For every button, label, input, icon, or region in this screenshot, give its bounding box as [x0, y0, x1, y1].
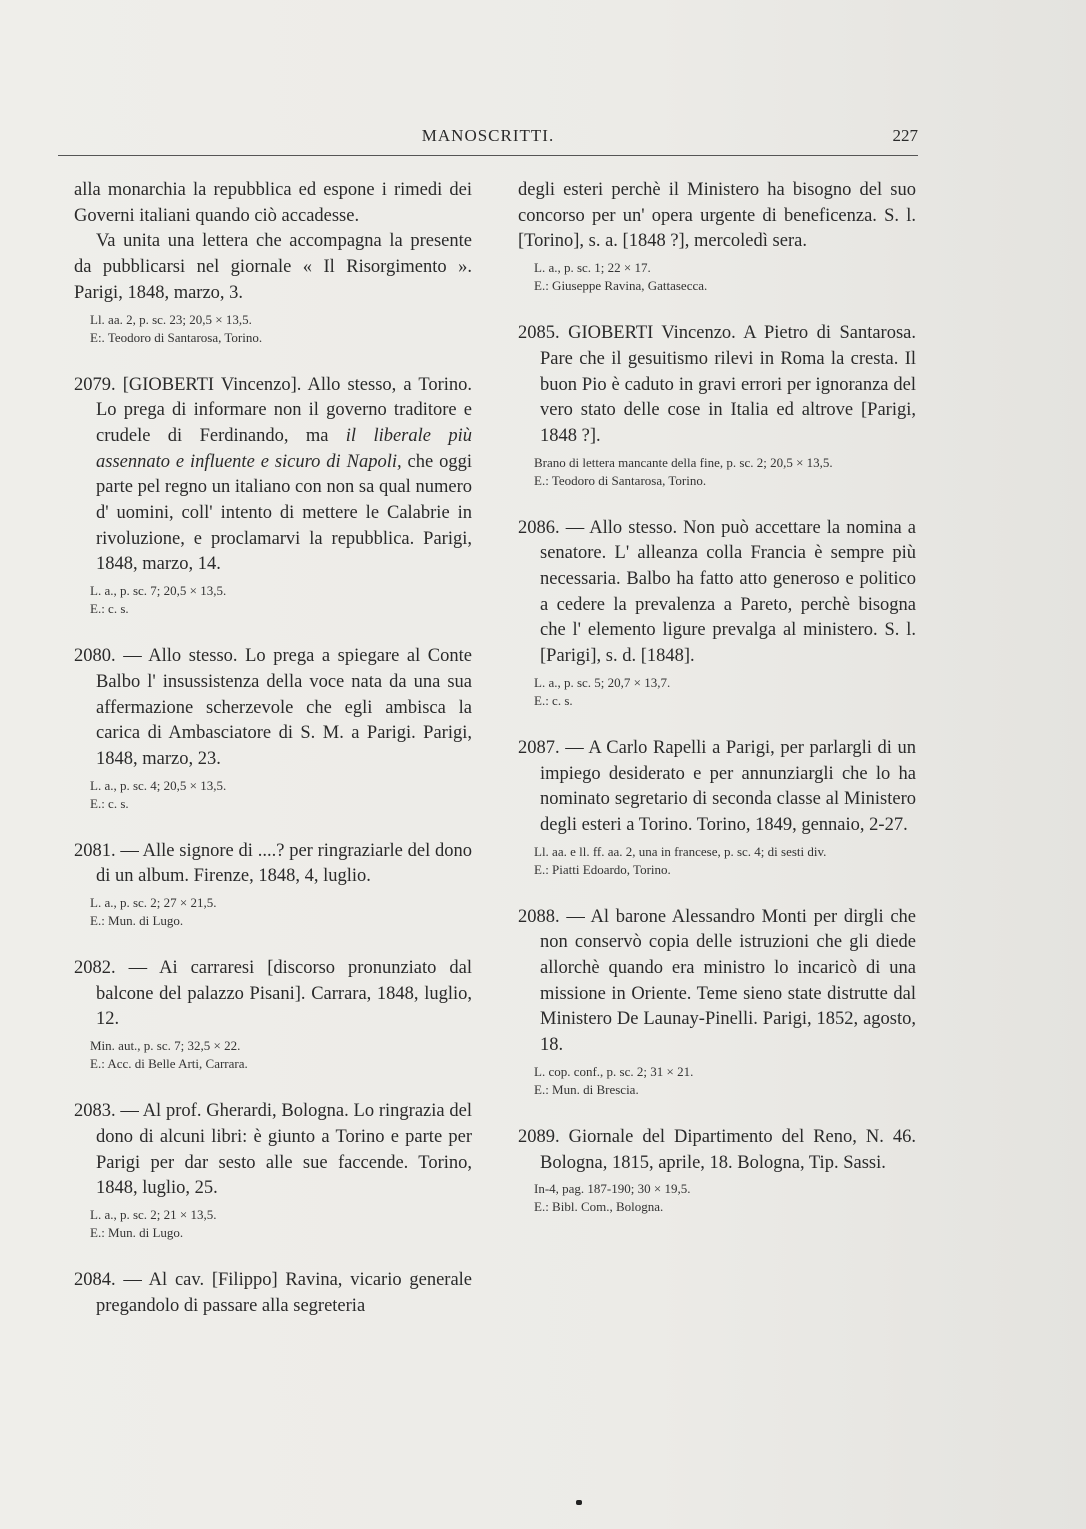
meta-line: L. a., p. sc. 1; 22 × 17.	[534, 260, 651, 276]
page-header	[58, 126, 918, 156]
entry-text: [GIOBERTI Vincenzo]. Allo stesso, a Torino. Lo prega di informare non il governo traditore e crudele di Ferdinando, ma	[96, 374, 472, 446]
right-column	[518, 178, 916, 1216]
entry-text: — Allo stesso. Lo prega a spiegare al Conte Balbo l' insussistenza della voce nata da una sua affermazione scherzevole che egli ambisca la carica di Ambasciatore di S. M. a Parigi. Parigi, 1848, marzo, 23.	[96, 646, 472, 769]
continuation-note: Va unita una lettera che accompagna la presente da pubblicarsi nel giornale « Il Risorgimento ». Parigi, 1848, marzo, 3.	[74, 231, 472, 303]
entry-number: 2087.	[518, 737, 560, 758]
entry-2089	[518, 1125, 916, 1216]
left-column	[74, 178, 472, 1319]
meta-line: E.: Piatti Edoardo, Torino.	[534, 861, 671, 877]
running-title: MANOSCRITTI.	[421, 126, 555, 145]
entry-number: 2080.	[74, 646, 116, 667]
entry-2084	[74, 1268, 472, 1319]
meta-line: E.: c. s.	[90, 601, 129, 617]
entry-2087	[518, 736, 916, 879]
header-rule	[58, 155, 918, 156]
continuation-text: degli esteri perchè il Ministero ha bisogno del suo concorso per un' opera urgente di beneficenza. S. l. [Torino], s. a. [1848 ?], mercoledì sera.	[518, 180, 916, 252]
entry-number: 2081.	[74, 840, 116, 861]
entry-2086	[518, 516, 916, 710]
continuation-text: alla monarchia la repubblica ed espone i rimedi dei Governi italiani quando ciò accadesse.	[74, 180, 472, 226]
entry-text: — Allo stesso. Non può accettare la nomina a senatore. L' alleanza colla Francia è sempre più necessaria. Balbo ha fatto atto generoso e politico a cedere la prevalenza a Pareto, perchè bisogna che l' elemento ligure prevalga al ministero. S. l. [Parigi], s. d. [1848].	[540, 517, 916, 667]
meta-line: Brano di lettera mancante della fine, p. sc. 2; 20,5 × 13,5.	[534, 454, 833, 470]
entry-number: 2088.	[518, 906, 560, 927]
meta-line: Ll. aa. 2, p. sc. 23; 20,5 × 13,5.	[90, 311, 252, 327]
entry-2081	[74, 839, 472, 930]
continuation-meta	[518, 259, 916, 295]
continuation-meta	[74, 311, 472, 347]
entry-text: — A Carlo Rapelli a Parigi, per parlargli di un impiego desiderato e per annunziargli che lo ha nominato segretario di seconda classe al Ministero degli esteri a Torino. Torino, 1849, gennaio, 2-27.	[540, 737, 917, 835]
entry-text: GIOBERTI Vincenzo. A Pietro di Santarosa. Pare che il gesuitismo rilevi in Roma la cresta. Il buon Pio è caduto in gravi errori per ignoranza del vero stato delle cose in Italia ed altrove [Parigi, 1848 ?].	[540, 323, 916, 446]
entry-number: 2083.	[74, 1101, 116, 1122]
entry-2080	[74, 644, 472, 813]
meta-line: E.: Teodoro di Santarosa, Torino.	[534, 472, 707, 488]
entry-2082	[74, 956, 472, 1073]
meta-line: E.: Bibl. Com., Bologna.	[534, 1199, 664, 1215]
meta-line: E.: c. s.	[534, 692, 573, 708]
meta-line: L. a., p. sc. 7; 20,5 × 13,5.	[90, 583, 227, 599]
entry-text: che oggi parte pel regno un italiano con non sa qual numero d' uomini, coll' intento di mettere le Calabrie in rivoluzione, e proclamarvi la repubblica. Parigi, 1848, marzo, 14.	[96, 451, 473, 575]
meta-line: L. a., p. sc. 2; 21 × 13,5.	[90, 1206, 217, 1222]
meta-line: E.: Mun. di Brescia.	[534, 1081, 639, 1097]
meta-line: E.: Mun. di Lugo.	[90, 1224, 184, 1240]
page-number: 227	[892, 126, 918, 145]
entry-2083	[74, 1099, 472, 1242]
meta-line: L. cop. conf., p. sc. 2; 31 × 21.	[534, 1063, 694, 1079]
entry-2088	[518, 905, 916, 1099]
meta-line: E.: Mun. di Lugo.	[90, 913, 184, 929]
entry-number: 2085.	[518, 323, 560, 344]
entry-number: 2082.	[74, 958, 116, 979]
entry-number: 2084.	[74, 1269, 116, 1290]
entry-text-italic: il liberale più assennato e influente e sicuro di Napoli,	[96, 425, 472, 472]
entry-number: 2086.	[518, 517, 560, 538]
entry-text: — Alle signore di ....? per ringraziarle del dono di un album. Firenze, 1848, 4, luglio.	[96, 840, 472, 887]
entry-text: — Al prof. Gherardi, Bologna. Lo ringrazia del dono di alcuni libri: è giunto a Torino e parte per Parigi per dar sesto alle sue faccende. Torino, 1848, luglio, 25.	[96, 1101, 472, 1199]
entry-number: 2079.	[74, 374, 116, 395]
meta-line: E.: Giuseppe Ravina, Gattasecca.	[534, 278, 708, 294]
entry-text: — Ai carraresi [discorso pronunziato dal balcone del palazzo Pisani]. Carrara, 1848, luglio, 12.	[96, 958, 473, 1030]
entry-text: Giornale del Dipartimento del Reno, N. 46. Bologna, 1815, aprile, 18. Bologna, Tip. Sassi.	[540, 1126, 917, 1173]
meta-line: L. a., p. sc. 5; 20,7 × 13,7.	[534, 674, 671, 690]
meta-line: E.: Acc. di Belle Arti, Carrara.	[90, 1056, 248, 1072]
meta-line: L. a., p. sc. 2; 27 × 21,5.	[90, 895, 217, 911]
meta-line: E.: c. s.	[90, 795, 129, 811]
printer-mark	[576, 1500, 582, 1505]
meta-line: Min. aut., p. sc. 7; 32,5 × 22.	[90, 1038, 241, 1054]
entry-2079	[74, 373, 472, 619]
entry-number: 2089.	[518, 1126, 560, 1147]
meta-line: In-4, pag. 187-190; 30 × 19,5.	[534, 1181, 691, 1197]
meta-line: L. a., p. sc. 4; 20,5 × 13,5.	[90, 777, 227, 793]
meta-line: E:. Teodoro di Santarosa, Torino.	[90, 329, 263, 345]
entry-text: — Al barone Alessandro Monti per dirgli che non conservò copia delle istruzioni che gli diede allorchè quando era ministro lo incaricò di una missione in Oriente. Teme sieno state distrutte dal Ministero De Launay-Pinelli. Parigi, 1852, agosto, 18.	[540, 906, 917, 1056]
entry-text: — Al cav. [Filippo] Ravina, vicario generale pregandolo di passare alla segreteria	[96, 1269, 473, 1316]
meta-line: Ll. aa. e ll. ff. aa. 2, una in francese, p. sc. 4; di sesti div.	[534, 843, 827, 859]
entry-2085	[518, 321, 916, 490]
